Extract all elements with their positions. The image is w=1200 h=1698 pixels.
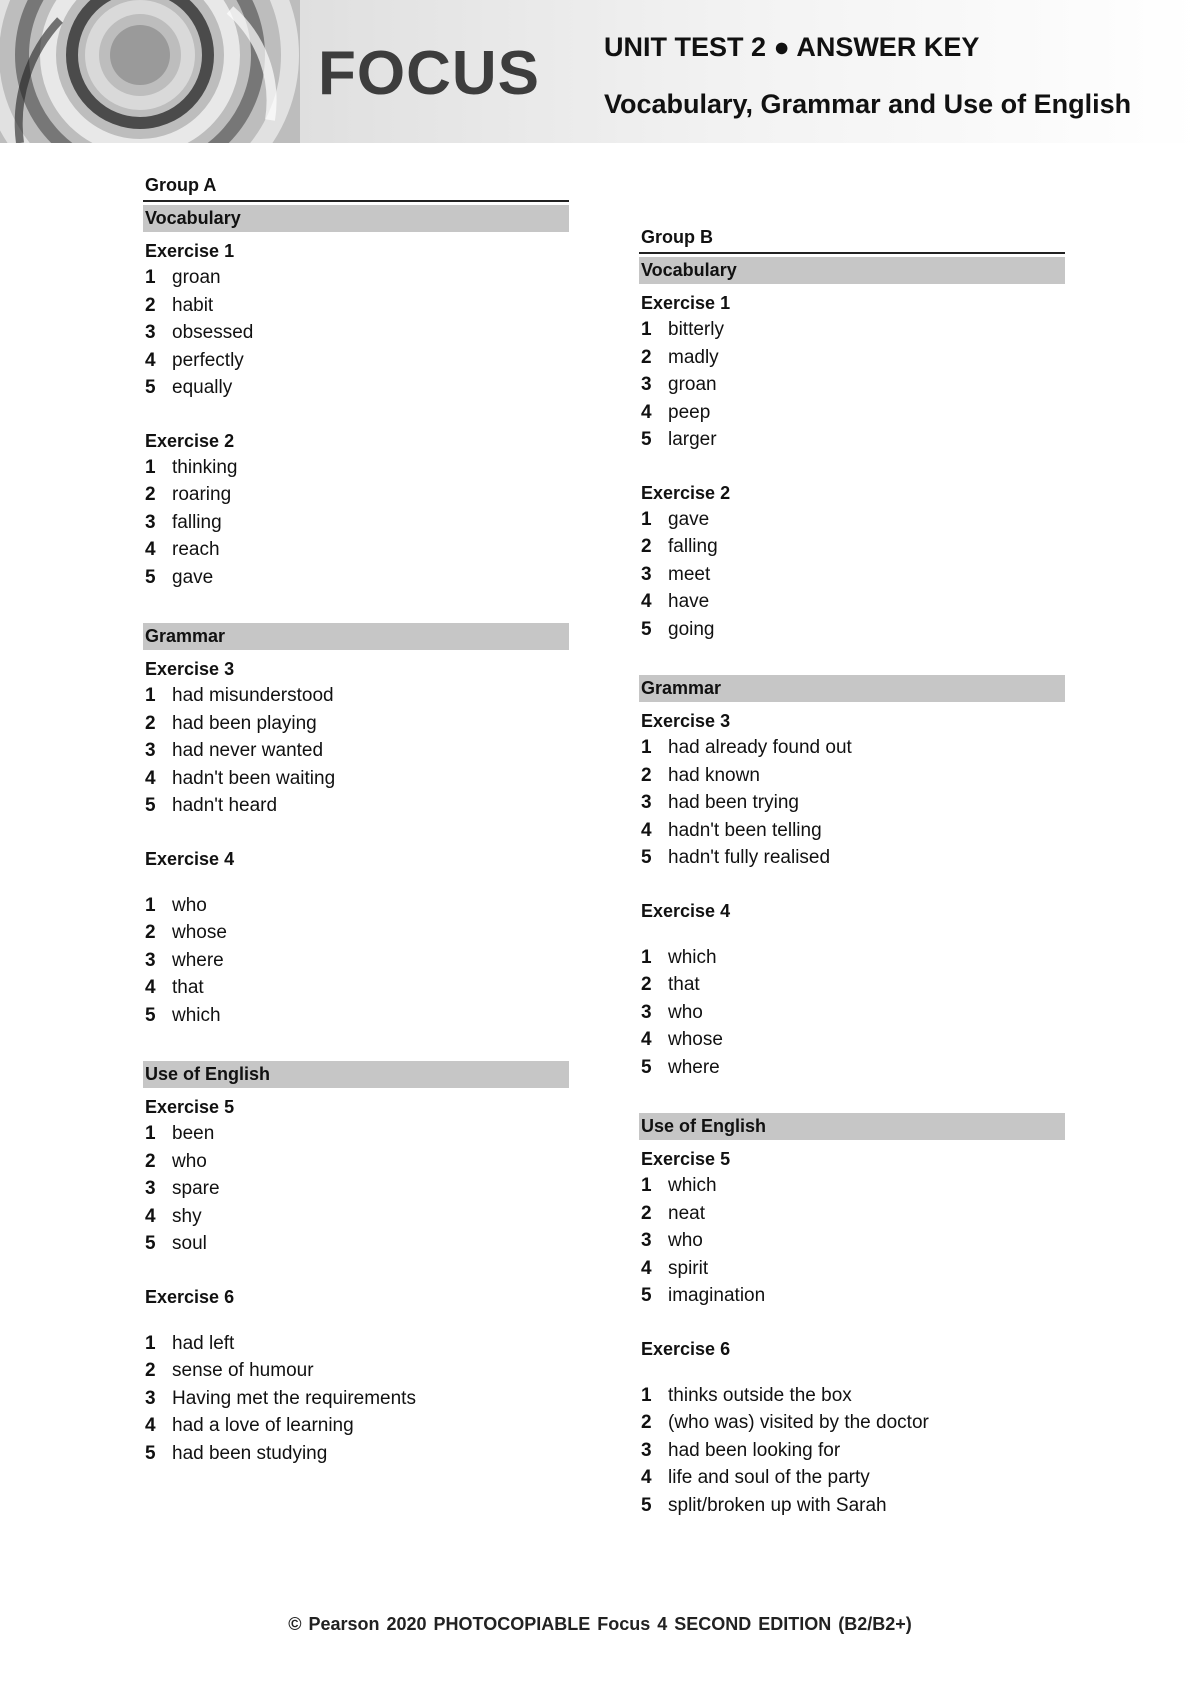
answer-item: 3 meet bbox=[641, 563, 711, 585]
group-a-title: Group A bbox=[143, 175, 569, 202]
exercise-1-title: Exercise 1 bbox=[145, 241, 235, 261]
exercise-2-title: Exercise 2 bbox=[145, 430, 235, 451]
answer-item: 4 reach bbox=[145, 539, 220, 560]
answer-item: 3 Having met the requirements bbox=[145, 1387, 416, 1409]
answer-item: 1 had left bbox=[145, 1332, 235, 1354]
answer-item: 5 gave bbox=[145, 566, 214, 588]
grammar-heading: Grammar bbox=[639, 675, 1065, 702]
exercise-6-title: Exercise 6 bbox=[641, 1338, 731, 1359]
answer-item: 5 where bbox=[641, 1056, 720, 1078]
use-of-english-heading: Use of English bbox=[639, 1113, 1065, 1140]
page-header bbox=[0, 0, 1200, 143]
answer-item: 1 who bbox=[145, 894, 207, 916]
answer-item: 4 life and soul of the party bbox=[641, 1467, 870, 1488]
answer-item: 4 had a love of learning bbox=[145, 1415, 354, 1436]
answer-item: 3 had been looking for bbox=[641, 1439, 841, 1461]
answer-item: 5 which bbox=[145, 1004, 221, 1026]
answer-item: 5 going bbox=[641, 618, 715, 640]
vocabulary-heading: Vocabulary bbox=[639, 257, 1065, 284]
answer-item: 1 gave bbox=[641, 508, 710, 530]
answer-item: 3 spare bbox=[145, 1178, 220, 1199]
answer-item: 5 larger bbox=[641, 429, 717, 450]
exercise-5-title: Exercise 5 bbox=[641, 1149, 731, 1169]
answer-item: 2 neat bbox=[641, 1202, 705, 1224]
answer-item: 1 had already found out bbox=[641, 737, 852, 758]
answer-item: 2 habit bbox=[145, 294, 214, 316]
answer-item: 2 had been playing bbox=[145, 712, 317, 734]
exercise-3-title: Exercise 3 bbox=[641, 711, 731, 731]
answer-item: 1 which bbox=[641, 1175, 717, 1196]
answer-item: 4 shy bbox=[145, 1205, 202, 1227]
answer-item: 2 whose bbox=[145, 922, 227, 943]
focus-logo-text: FOCUS bbox=[318, 39, 540, 108]
answer-item: 2 that bbox=[641, 974, 700, 995]
exercise-2-title: Exercise 2 bbox=[641, 482, 731, 503]
exercise-5-title: Exercise 5 bbox=[145, 1097, 235, 1117]
answer-item: 2 madly bbox=[641, 346, 719, 368]
page-footer: © Pearson 2020 PHOTOCOPIABLE Focus 4 SECOND EDITION (B2/B2+) bbox=[288, 1614, 912, 1634]
answer-item: 5 soul bbox=[145, 1233, 207, 1254]
answer-item: 4 spirit bbox=[641, 1257, 709, 1279]
exercise-4-title: Exercise 4 bbox=[145, 848, 235, 869]
group-b-title: Group B bbox=[639, 227, 1065, 254]
answer-item: 3 groan bbox=[641, 374, 717, 395]
group-a-column bbox=[143, 175, 569, 1467]
answer-item: 2 sense of humour bbox=[145, 1360, 314, 1381]
answer-item: 3 where bbox=[145, 949, 224, 971]
answer-item: 5 had been studying bbox=[145, 1442, 328, 1464]
group-b-column bbox=[639, 227, 1065, 1519]
answer-item: 3 falling bbox=[145, 511, 222, 533]
page-subtitle: Vocabulary, Grammar and Use of English bbox=[604, 89, 1132, 119]
answer-item: 5 hadn't fully realised bbox=[641, 847, 831, 868]
answer-item: 4 that bbox=[145, 977, 204, 998]
page-title: UNIT TEST 2 ● ANSWER KEY bbox=[604, 32, 980, 62]
exercise-4-title: Exercise 4 bbox=[641, 900, 731, 921]
answer-item: 1 thinking bbox=[145, 456, 238, 478]
answer-item: 3 had been trying bbox=[641, 792, 799, 813]
answer-item: 4 hadn't been waiting bbox=[145, 767, 336, 789]
answer-item: 5 imagination bbox=[641, 1285, 766, 1306]
answer-item: 2 roaring bbox=[145, 484, 232, 505]
answer-item: 2 had known bbox=[641, 764, 760, 786]
exercise-6-title: Exercise 6 bbox=[145, 1286, 235, 1307]
answer-item: 5 equally bbox=[145, 377, 233, 398]
answer-item: 1 been bbox=[145, 1123, 215, 1144]
answer-item: 5 split/broken up with Sarah bbox=[641, 1494, 887, 1516]
answer-item: 1 groan bbox=[145, 267, 221, 288]
answer-item: 4 hadn't been telling bbox=[641, 819, 822, 841]
answer-item: 1 had misunderstood bbox=[145, 685, 334, 706]
answer-item: 2 (who was) visited by the doctor bbox=[641, 1412, 929, 1433]
exercise-1-title: Exercise 1 bbox=[641, 293, 731, 313]
vocabulary-heading: Vocabulary bbox=[143, 205, 569, 232]
focus-logo-graphic bbox=[0, 0, 300, 143]
answer-item: 2 falling bbox=[641, 536, 718, 557]
answer-item: 4 whose bbox=[641, 1029, 723, 1050]
answer-item: 3 obsessed bbox=[145, 322, 254, 343]
answer-item: 4 have bbox=[641, 591, 710, 612]
answer-item: 1 thinks outside the box bbox=[641, 1384, 852, 1406]
answer-item: 5 hadn't heard bbox=[145, 795, 278, 816]
answer-item: 2 who bbox=[145, 1150, 207, 1172]
answer-item: 4 perfectly bbox=[145, 349, 244, 371]
answer-item: 3 who bbox=[641, 1230, 703, 1251]
grammar-heading: Grammar bbox=[143, 623, 569, 650]
exercise-3-title: Exercise 3 bbox=[145, 659, 235, 679]
answer-item: 3 had never wanted bbox=[145, 740, 324, 761]
answer-item: 1 which bbox=[641, 946, 717, 968]
use-of-english-heading: Use of English bbox=[143, 1061, 569, 1088]
answer-item: 3 who bbox=[641, 1001, 703, 1023]
answer-item: 4 peep bbox=[641, 401, 711, 423]
answer-item: 1 bitterly bbox=[641, 319, 724, 340]
